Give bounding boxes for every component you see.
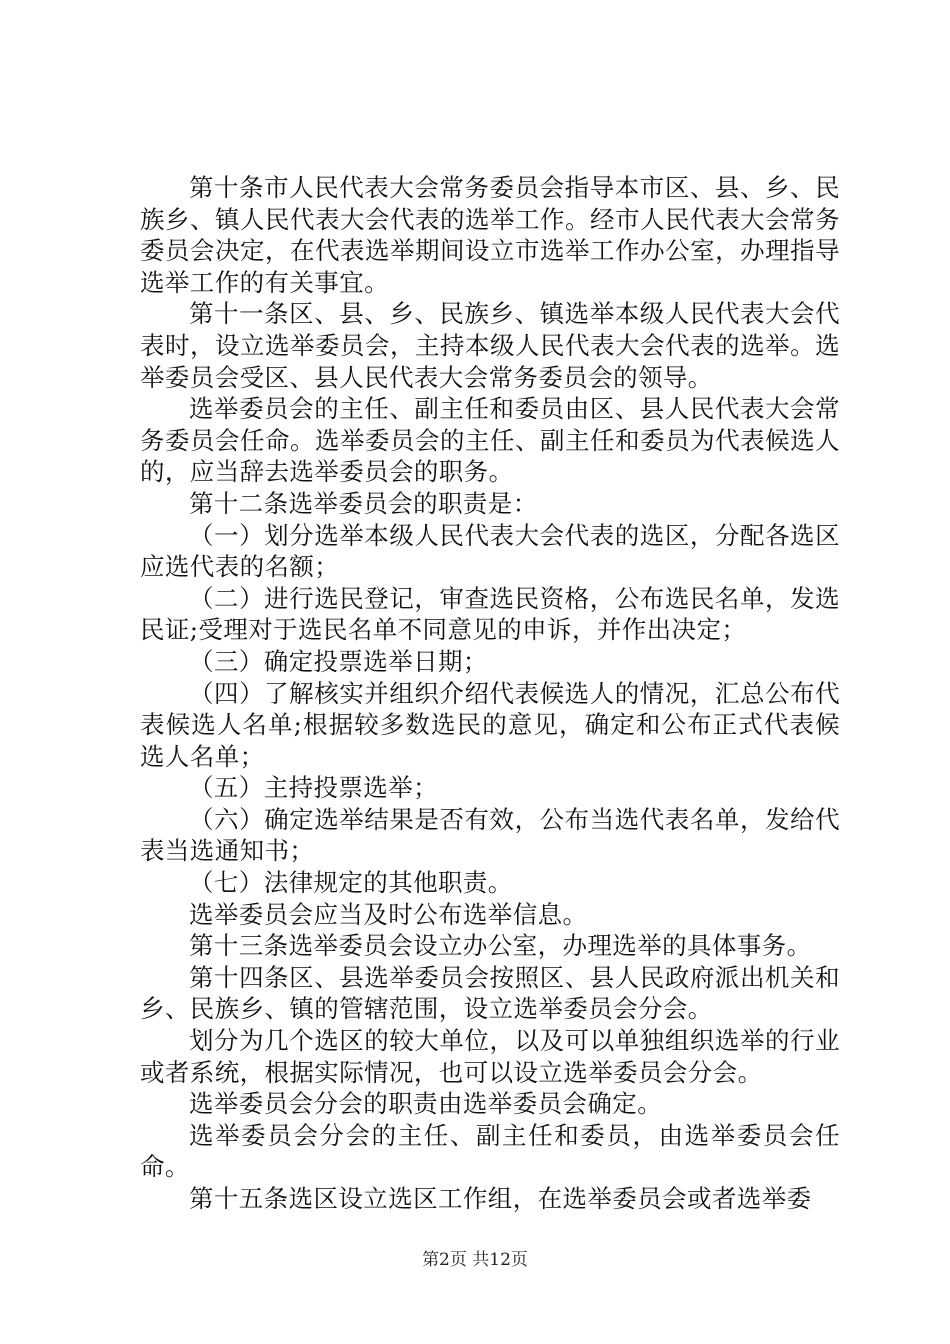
paragraph-committee-appointment: 选举委员会的主任、副主任和委员由区、县人民代表大会常务委员会任命。选举委员会的主任、副主任和委员为代表候选人的，应当辞去选举委员会的职务。 <box>140 394 840 487</box>
paragraph-article-11: 第十一条区、县、乡、民族乡、镇选举本级人民代表大会代表时，设立选举委员会，主持本级人民代表大会代表的选举。选举委员会受区、县人民代表大会常务委员会的领导。 <box>140 299 840 392</box>
paragraph-article-10: 第十条市人民代表大会常务委员会指导本市区、县、乡、民族乡、镇人民代表大会代表的选举工作。经市人民代表大会常务委员会决定，在代表选举期间设立市选举工作办公室，办理指导选举工作的有关事宜。 <box>140 173 840 297</box>
document-body <box>140 172 840 1215</box>
paragraph-branch-appointment: 选举委员会分会的主任、副主任和委员，由选举委员会任命。 <box>140 1120 840 1182</box>
paragraph-article-15: 第十五条选区设立选区工作组，在选举委员会或者选举委 <box>189 1184 812 1213</box>
page-footer <box>0 1245 950 1270</box>
paragraph-large-units: 划分为几个选区的较大单位，以及可以单独组织选举的行业或者系统，根据实际情况，也可以设立选举委员会分会。 <box>140 1026 840 1087</box>
paragraph-article-14: 第十四条区、县选举委员会按照区、县人民政府派出机关和乡、民族乡、镇的管辖范围，设立选举委员会分会。 <box>140 962 840 1024</box>
paragraph-publish-info: 选举委员会应当及时公布选举信息。 <box>189 899 588 929</box>
page-total: 共12页 <box>472 1250 528 1270</box>
paragraph-duty-6: （六）确定选举结果是否有效，公布当选代表名单，发给代表当选通知书； <box>140 804 840 866</box>
paragraph-duty-4: （四）了解核实并组织介绍代表候选人的情况，汇总公布代表候选人名单;根据较多数选民的意见，确定和公布正式代表候选人名单； <box>140 678 840 771</box>
paragraph-article-13: 第十三条选举委员会设立办公室，办理选举的具体事务。 <box>189 931 812 961</box>
paragraph-duty-5: （五）主持投票选举； <box>189 773 438 803</box>
paragraph-duty-2: （二）进行选民登记，审查选民资格，公布选民名单，发选民证;受理对于选民名单不同意见的申诉，并作出决定； <box>140 583 840 645</box>
paragraph-duty-1: （一）划分选举本级人民代表大会代表的选区，分配各选区应选代表的名额； <box>140 520 840 582</box>
page-number: 第2页 <box>422 1250 467 1270</box>
paragraph-duty-3: （三）确定投票选举日期； <box>189 646 488 676</box>
paragraph-branch-duties: 选举委员会分会的职责由选举委员会确定。 <box>189 1089 663 1119</box>
paragraph-article-12: 第十二条选举委员会的职责是： <box>189 488 538 518</box>
paragraph-duty-7: （七）法律规定的其他职责。 <box>189 868 513 898</box>
